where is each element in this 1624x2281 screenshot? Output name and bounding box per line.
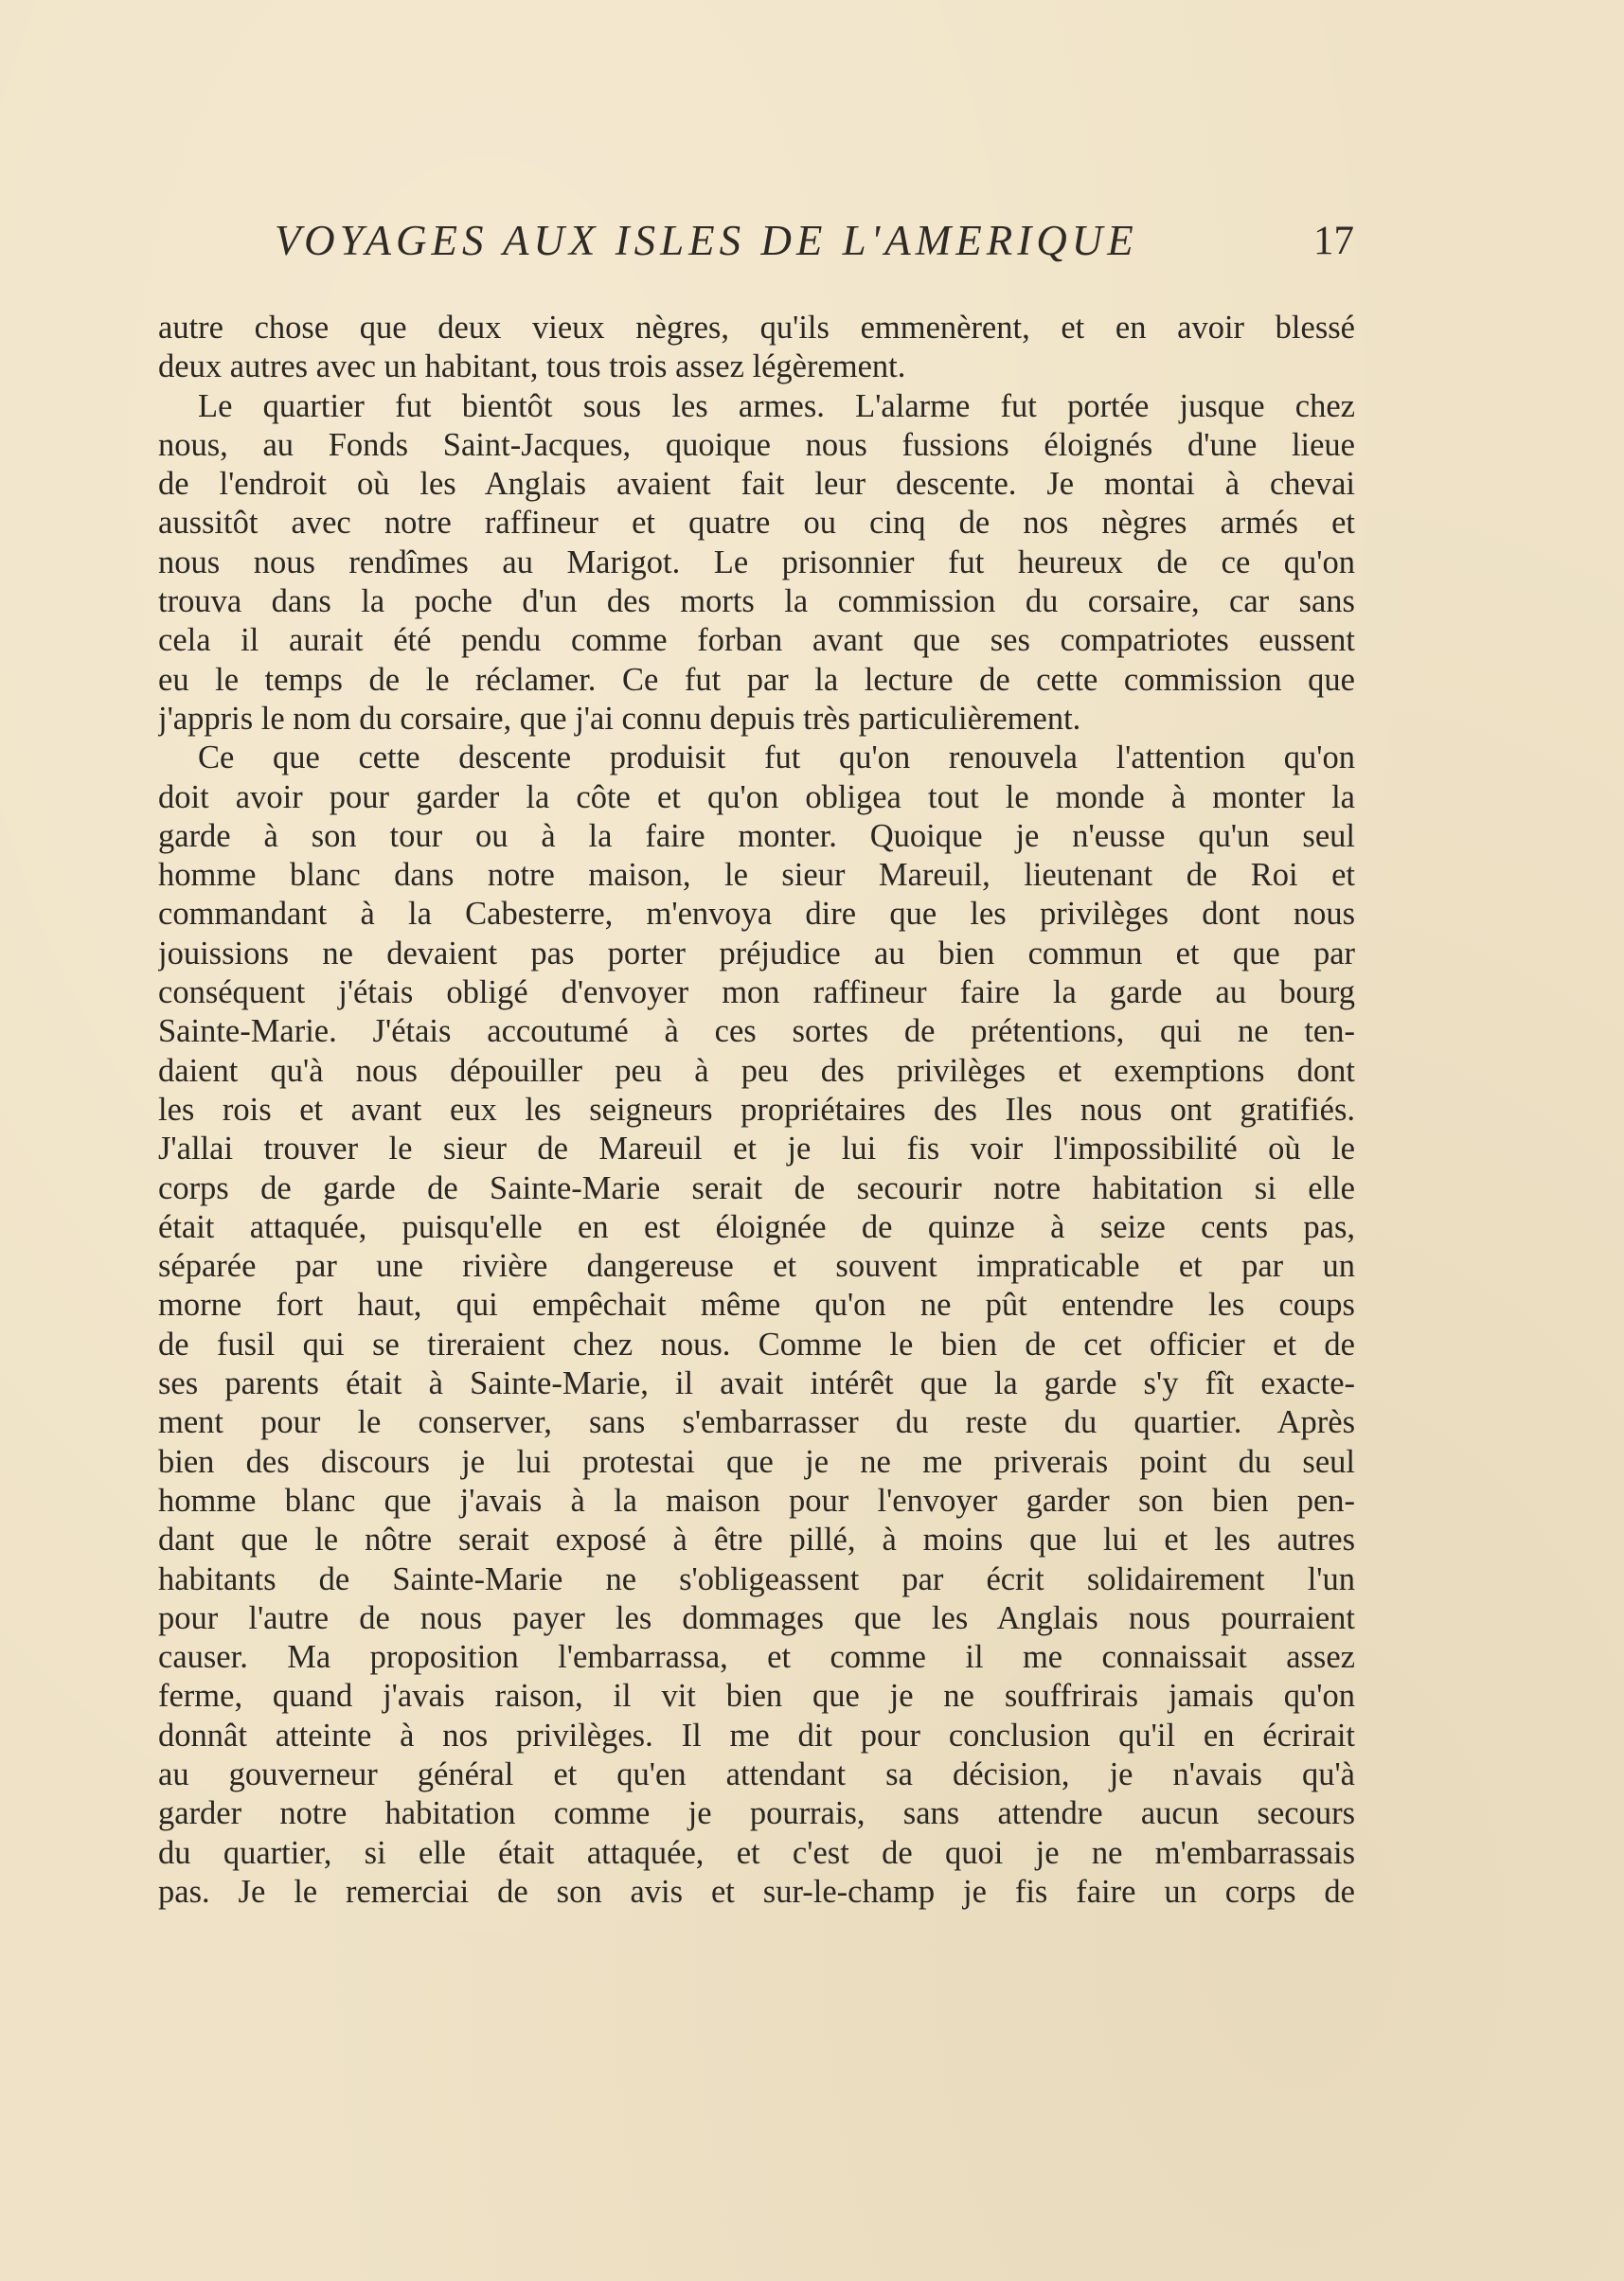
- text-line: garder notre habitation comme je pourrais, sans attendre aucun secours: [158, 1795, 1355, 1832]
- text-line: pas. Je le remerciai de son avis et sur-le-champ je fis faire un corps de: [158, 1873, 1355, 1910]
- text-line: nous, au Fonds Saint-Jacques, quoique nous fussions éloignés d'une lieue: [158, 426, 1355, 463]
- text-line: jouissions ne devaient pas porter préjudice au bien commun et que par: [158, 935, 1355, 971]
- text-line: doit avoir pour garder la côte et qu'on obligea tout le monde à monter la: [158, 778, 1355, 815]
- text-line: eu le temps de le réclamer. Ce fut par la lecture de cette commission que: [158, 661, 1355, 698]
- text-line: autre chose que deux vieux nègres, qu'ils emmenèrent, et en avoir blessé: [158, 310, 1355, 346]
- text-line: cela il aurait été pendu comme forban avant que ses compatriotes eussent: [158, 622, 1355, 659]
- text-line: commandant à la Cabesterre, m'envoya dire que les privilèges dont nous: [158, 896, 1355, 933]
- text-line: Le quartier fut bientôt sous les armes. L'alarme fut portée jusque chez: [198, 387, 1355, 424]
- text-line: dant que le nôtre serait exposé à être pillé, à moins que lui et les autres: [158, 1522, 1355, 1559]
- running-title: VOYAGES AUX ISLES DE L'AMERIQUE: [275, 217, 1138, 264]
- text-line: homme blanc que j'avais à la maison pour l'envoyer garder son bien pen-: [158, 1482, 1355, 1519]
- text-line: de l'endroit où les Anglais avaient fait leur descente. Je montai à chevai: [158, 466, 1355, 503]
- running-head: [213, 216, 1354, 273]
- text-line: donnât atteinte à nos privilèges. Il me dit pour conclusion qu'il en écrirait: [158, 1717, 1355, 1754]
- text-line: Sainte-Marie. J'étais accoutumé à ces sortes de prétentions, qui ne ten-: [158, 1013, 1355, 1050]
- text-line: J'allai trouver le sieur de Mareuil et je lui fis voir l'impossibilité où le: [158, 1131, 1355, 1167]
- text-line: ferme, quand j'avais raison, il vit bien que je ne souffrirais jamais qu'on: [158, 1678, 1355, 1715]
- text-line: morne fort haut, qui empêchait même qu'on ne pût entendre les coups: [158, 1287, 1355, 1324]
- text-line: au gouverneur général et qu'en attendant sa décision, je n'avais qu'à: [158, 1755, 1355, 1792]
- text-line: deux autres avec un habitant, tous trois assez légèrement.: [158, 348, 906, 385]
- text-line: de fusil qui se tireraient chez nous. Comme le bien de cet officier et de: [158, 1326, 1355, 1363]
- text-line: corps de garde de Sainte-Marie serait de secourir notre habitation si elle: [158, 1169, 1355, 1206]
- text-line: garde à son tour ou à la faire monter. Quoique je n'eusse qu'un seul: [158, 817, 1355, 854]
- text-line: pour l'autre de nous payer les dommages que les Anglais nous pourraient: [158, 1599, 1355, 1636]
- text-line: homme blanc dans notre maison, le sieur Mareuil, lieutenant de Roi et: [158, 857, 1355, 894]
- text-line: était attaquée, puisqu'elle en est éloignée de quinze à seize cents pas,: [158, 1208, 1355, 1245]
- text-line: du quartier, si elle était attaquée, et c'est de quoi je ne m'embarrassais: [158, 1834, 1355, 1871]
- text-line: nous nous rendîmes au Marigot. Le prisonnier fut heureux de ce qu'on: [158, 544, 1355, 580]
- text-line: habitants de Sainte-Marie ne s'obligeassent par écrit solidairement l'un: [158, 1560, 1355, 1597]
- page-number: 17: [1313, 219, 1354, 263]
- text-line: j'appris le nom du corsaire, que j'ai connu depuis très particulièrement.: [158, 700, 1081, 737]
- text-line: les rois et avant eux les seigneurs propriétaires des Iles nous ont gratifiés.: [158, 1091, 1355, 1128]
- text-line: séparée par une rivière dangereuse et souvent impraticable et par un: [158, 1248, 1355, 1285]
- text-line: ment pour le conserver, sans s'embarrasser du reste du quartier. Après: [158, 1404, 1355, 1441]
- text-line: causer. Ma proposition l'embarrassa, et comme il me connaissait assez: [158, 1639, 1355, 1676]
- body-text: [158, 309, 1355, 1912]
- text-line: ses parents était à Sainte-Marie, il avait intérêt que la garde s'y fît exacte-: [158, 1365, 1355, 1402]
- text-line: daient qu'à nous dépouiller peu à peu des privilèges et exemptions dont: [158, 1052, 1355, 1089]
- text-line: Ce que cette descente produisit fut qu'on renouvela l'attention qu'on: [198, 740, 1355, 776]
- text-line: bien des discours je lui protestai que je ne me priverais point du seul: [158, 1443, 1355, 1480]
- text-line: conséquent j'étais obligé d'envoyer mon raffineur faire la garde au bourg: [158, 974, 1355, 1011]
- text-line: aussitôt avec notre raffineur et quatre ou cinq de nos nègres armés et: [158, 505, 1355, 542]
- text-line: trouva dans la poche d'un des morts la commission du corsaire, car sans: [158, 583, 1355, 620]
